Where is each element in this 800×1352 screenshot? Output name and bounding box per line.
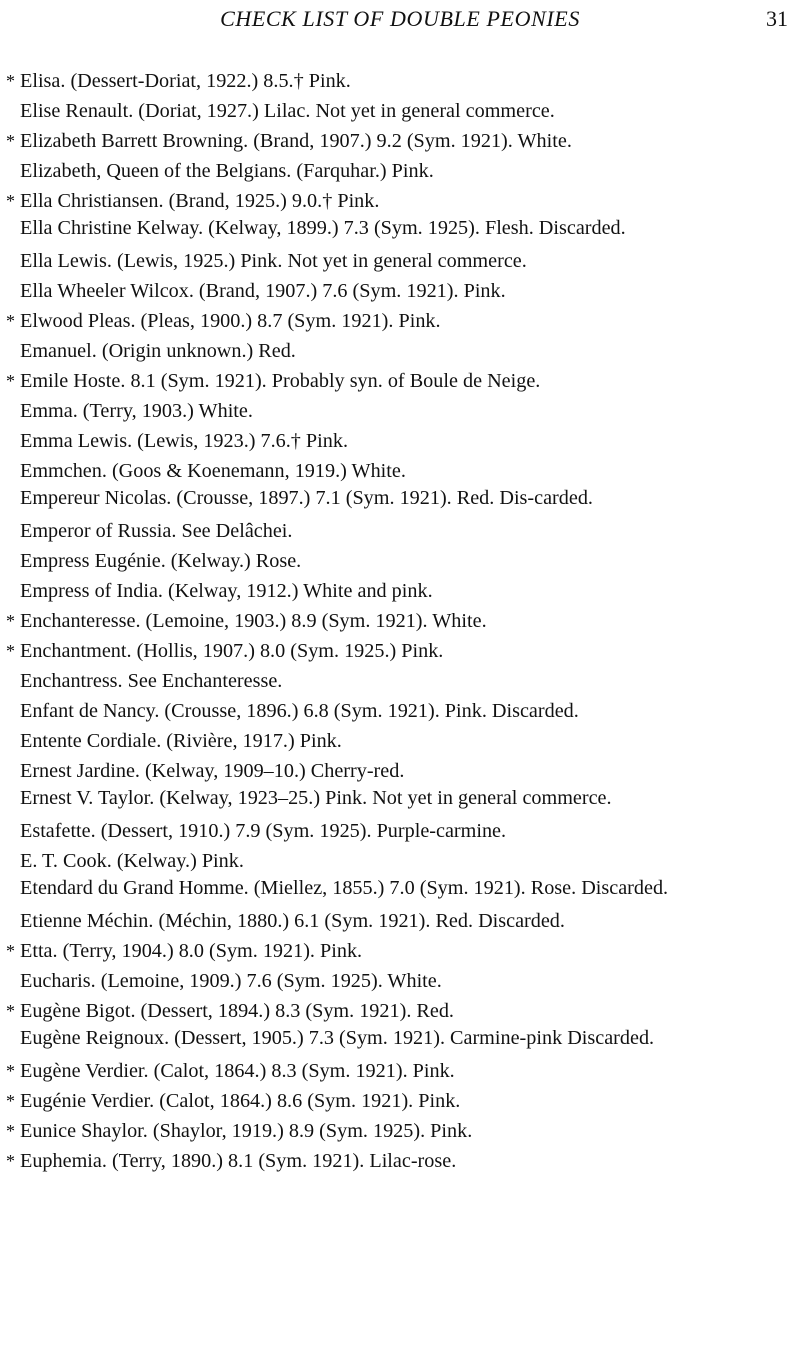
list-item	[0, 846, 800, 876]
list-item	[0, 426, 800, 456]
list-item	[0, 816, 800, 846]
star-mark: *	[6, 1001, 15, 1021]
star-mark: *	[6, 371, 15, 391]
running-title: CHECK LIST OF DOUBLE PEONIES	[220, 6, 580, 31]
list-item	[0, 456, 800, 486]
list-item	[0, 666, 800, 696]
entry-text: Empress Eugénie. (Kelway.) Rose.	[20, 550, 302, 572]
entry-text: Emmchen. (Goos & Koenemann, 1919.) White.	[20, 460, 406, 482]
entry-text: Enchantress. See Enchanteresse.	[20, 670, 283, 692]
list-item	[0, 966, 800, 996]
entry-text: Etta. (Terry, 1904.) 8.0 (Sym. 1921). Pink.	[20, 940, 363, 962]
list-item	[0, 516, 800, 546]
entry-text: Elise Renault. (Doriat, 1927.) Lilac. Not yet in general commerce.	[20, 100, 555, 122]
list-item	[0, 606, 800, 636]
entry-text: Empereur Nicolas. (Crousse, 1897.) 7.1 (Sym. 1921). Red. Dis-carded.	[20, 487, 593, 509]
entry-text: Enchanteresse. (Lemoine, 1903.) 8.9 (Sym. 1921). White.	[20, 610, 487, 632]
list-item	[0, 306, 800, 336]
star-mark: *	[6, 611, 15, 631]
list-item	[0, 216, 800, 246]
list-item	[0, 576, 800, 606]
list-item	[0, 786, 800, 816]
list-item	[0, 726, 800, 756]
entry-text: Ella Lewis. (Lewis, 1925.) Pink. Not yet in general commerce.	[20, 250, 527, 272]
list-item	[0, 1146, 800, 1176]
entry-text: Etendard du Grand Homme. (Miellez, 1855.) 7.0 (Sym. 1921). Rose. Discarded.	[20, 877, 669, 899]
entry-text: E. T. Cook. (Kelway.) Pink.	[20, 850, 244, 872]
entry-text: Etienne Méchin. (Méchin, 1880.) 6.1 (Sym. 1921). Red. Discarded.	[20, 910, 565, 932]
star-mark: *	[6, 1061, 15, 1081]
list-item	[0, 126, 800, 156]
check-list	[0, 66, 800, 1176]
list-item	[0, 876, 800, 906]
entry-text: Ella Christiansen. (Brand, 1925.) 9.0.† Pink.	[20, 190, 380, 212]
entry-text: Empress of India. (Kelway, 1912.) White and pink.	[20, 580, 433, 602]
entry-text: Ernest V. Taylor. (Kelway, 1923–25.) Pink. Not yet in general commerce.	[20, 787, 612, 809]
list-item	[0, 546, 800, 576]
entry-text: Enchantment. (Hollis, 1907.) 8.0 (Sym. 1925.) Pink.	[20, 640, 444, 662]
list-item	[0, 246, 800, 276]
entry-text: Emma Lewis. (Lewis, 1923.) 7.6.† Pink.	[20, 430, 349, 452]
entry-text: Eugène Reignoux. (Dessert, 1905.) 7.3 (Sym. 1921). Carmine-pink Discarded.	[20, 1027, 655, 1049]
star-mark: *	[6, 641, 15, 661]
list-item	[0, 366, 800, 396]
list-item	[0, 486, 800, 516]
list-item	[0, 936, 800, 966]
entry-text: Ella Wheeler Wilcox. (Brand, 1907.) 7.6 (Sym. 1921). Pink.	[20, 280, 506, 302]
list-item	[0, 276, 800, 306]
list-item	[0, 1056, 800, 1086]
list-item	[0, 906, 800, 936]
list-item	[0, 66, 800, 96]
entry-text: Emperor of Russia. See Delâchei.	[20, 520, 293, 542]
list-item	[0, 96, 800, 126]
entry-text: Emma. (Terry, 1903.) White.	[20, 400, 253, 422]
list-item	[0, 156, 800, 186]
list-item	[0, 996, 800, 1026]
star-mark: *	[6, 941, 15, 961]
list-item	[0, 636, 800, 666]
entry-text: Eugénie Verdier. (Calot, 1864.) 8.6 (Sym. 1921). Pink.	[20, 1090, 461, 1112]
star-mark: *	[6, 311, 15, 331]
entry-text: Estafette. (Dessert, 1910.) 7.9 (Sym. 1925). Purple-carmine.	[20, 820, 507, 842]
entry-text: Elizabeth Barrett Browning. (Brand, 1907.) 9.2 (Sym. 1921). White.	[20, 130, 572, 152]
star-mark: *	[6, 71, 15, 91]
entry-text: Eugène Verdier. (Calot, 1864.) 8.3 (Sym. 1921). Pink.	[20, 1060, 455, 1082]
star-mark: *	[6, 131, 15, 151]
page-header	[0, 6, 800, 36]
list-item	[0, 186, 800, 216]
entry-text: Elwood Pleas. (Pleas, 1900.) 8.7 (Sym. 1921). Pink.	[20, 310, 441, 332]
entry-text: Eucharis. (Lemoine, 1909.) 7.6 (Sym. 1925). White.	[20, 970, 442, 992]
star-mark: *	[6, 1091, 15, 1111]
entry-text: Enfant de Nancy. (Crousse, 1896.) 6.8 (Sym. 1921). Pink. Discarded.	[20, 700, 579, 722]
star-mark: *	[6, 1121, 15, 1141]
entry-text: Elisa. (Dessert-Doriat, 1922.) 8.5.† Pink.	[20, 70, 351, 92]
entry-text: Ernest Jardine. (Kelway, 1909–10.) Cherry-red.	[20, 760, 405, 782]
entry-text: Ella Christine Kelway. (Kelway, 1899.) 7.3 (Sym. 1925). Flesh. Discarded.	[20, 217, 626, 239]
star-mark: *	[6, 1151, 15, 1171]
entry-text: Euphemia. (Terry, 1890.) 8.1 (Sym. 1921). Lilac-rose.	[20, 1150, 457, 1172]
list-item	[0, 396, 800, 426]
entry-text: Emile Hoste. 8.1 (Sym. 1921). Probably syn. of Boule de Neige.	[20, 370, 541, 392]
entry-text: Eugène Bigot. (Dessert, 1894.) 8.3 (Sym. 1921). Red.	[20, 1000, 454, 1022]
list-item	[0, 1026, 800, 1056]
entry-text: Entente Cordiale. (Rivière, 1917.) Pink.	[20, 730, 342, 752]
entry-text: Emanuel. (Origin unknown.) Red.	[20, 340, 296, 362]
list-item	[0, 756, 800, 786]
page-number: 31	[766, 6, 788, 31]
list-item	[0, 696, 800, 726]
entry-text: Eunice Shaylor. (Shaylor, 1919.) 8.9 (Sym. 1925). Pink.	[20, 1120, 473, 1142]
star-mark: *	[6, 191, 15, 211]
list-item	[0, 1116, 800, 1146]
entry-text: Elizabeth, Queen of the Belgians. (Farquhar.) Pink.	[20, 160, 434, 182]
list-item	[0, 336, 800, 366]
list-item	[0, 1086, 800, 1116]
